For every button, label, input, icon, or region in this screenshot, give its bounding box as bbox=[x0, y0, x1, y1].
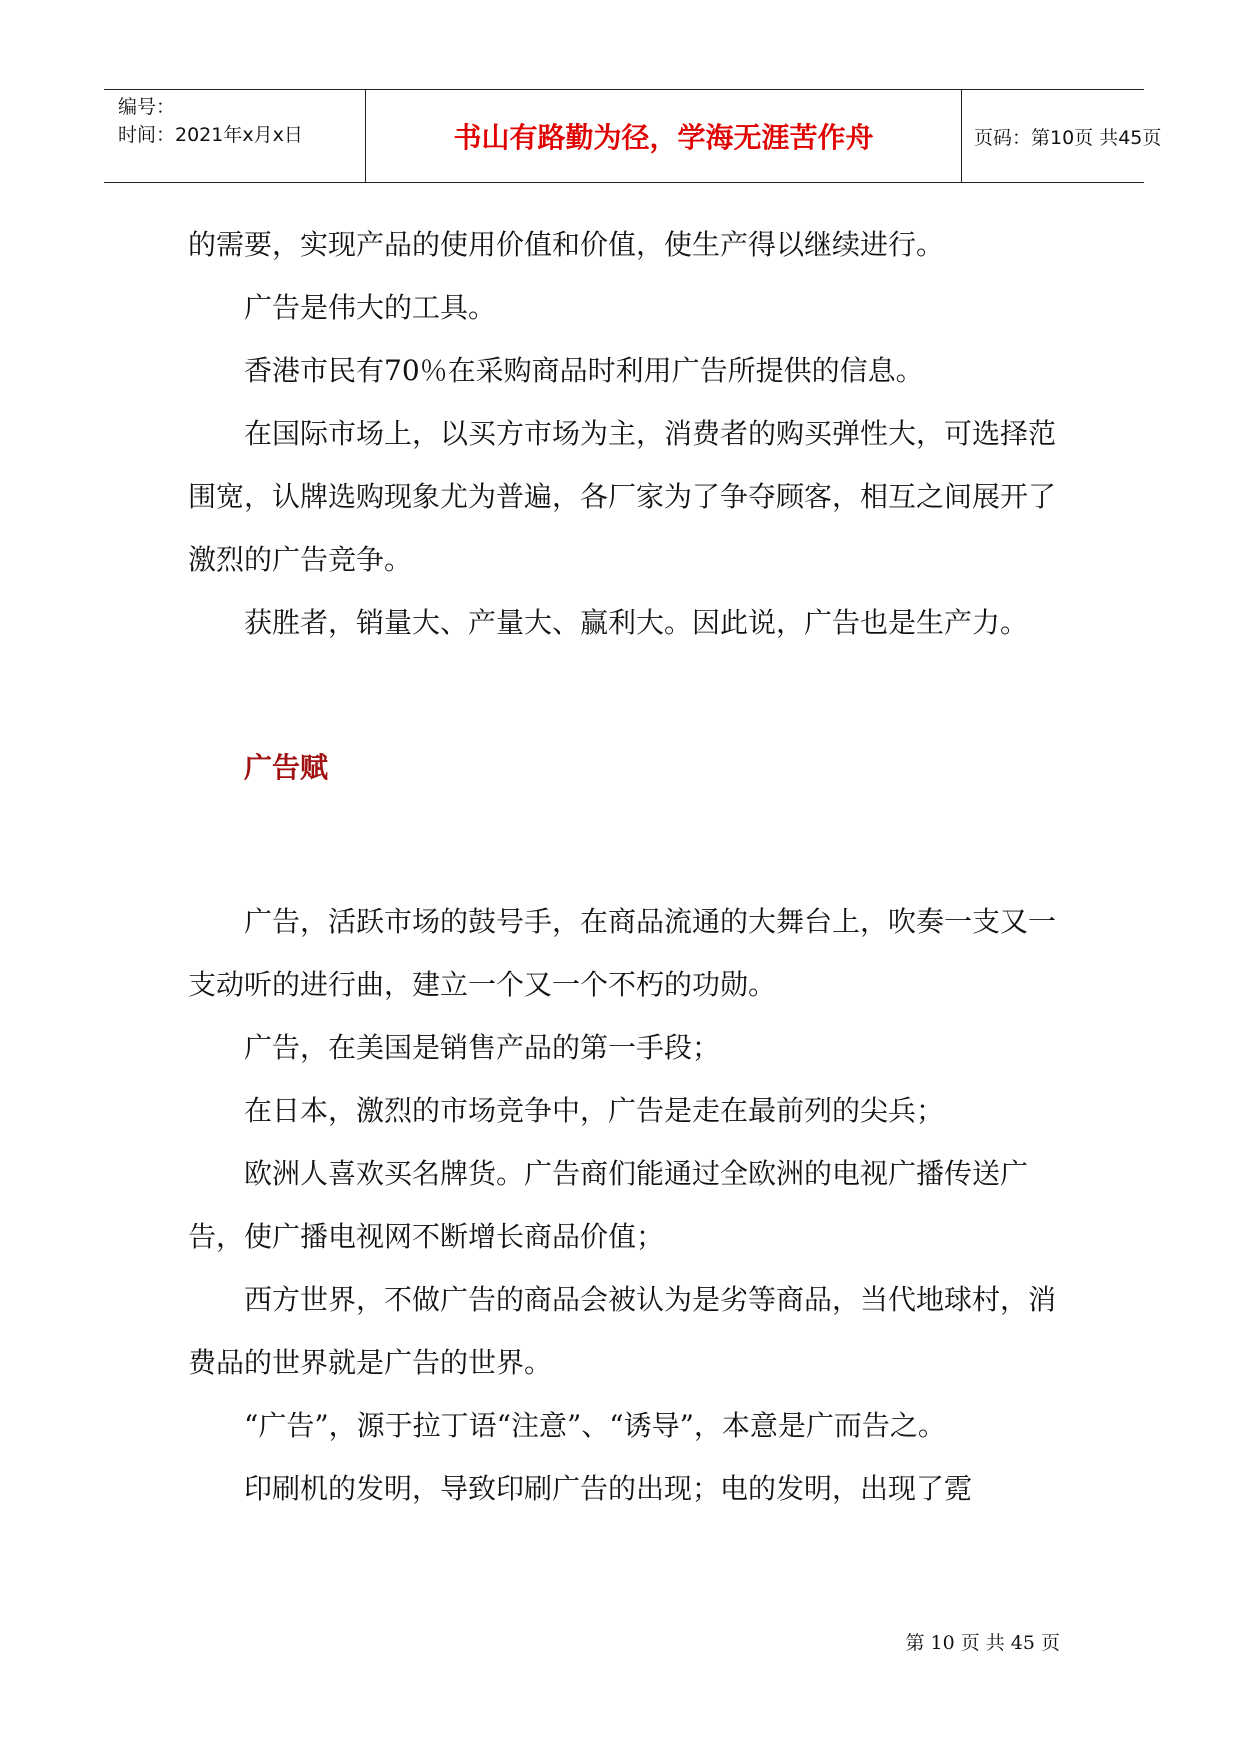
paragraph: 在国际市场上，以买方市场为主，消费者的购买弹性大，可选择范围宽，认牌选购现象尤为普遍，各厂家为了争夺顾客，相互之间展开了激烈的广告竞争。 bbox=[188, 417, 1057, 576]
paragraph: “广告”，源于拉丁语“注意”、“诱导”，本意是广而告之。 bbox=[244, 1409, 946, 1442]
document-body bbox=[188, 213, 1068, 1520]
section-spacer bbox=[188, 799, 1068, 890]
section-spacer bbox=[188, 654, 1068, 736]
document-time-label: 时间：2021年x月x日 bbox=[118, 124, 303, 146]
paragraph: 广告是伟大的工具。 bbox=[244, 291, 497, 324]
document-number-label: 编号： bbox=[118, 96, 176, 118]
paragraph: 的需要，实现产品的使用价值和价值，使生产得以继续进行。 bbox=[188, 228, 945, 261]
header-meta bbox=[104, 90, 366, 182]
section-title: 广告赋 bbox=[244, 751, 329, 784]
header-page-info: 页码：第10页 共45页 bbox=[974, 126, 1162, 149]
paragraph: 香港市民有70％在采购商品时利用广告所提供的信息。 bbox=[244, 354, 924, 387]
paragraph: 获胜者，销量大、产量大、赢利大。因此说，广告也是生产力。 bbox=[244, 606, 1029, 639]
header-motto: 书山有路勤为径，学海无涯苦作舟 bbox=[366, 90, 962, 182]
paragraph: 广告，在美国是销售产品的第一手段； bbox=[244, 1031, 721, 1064]
page-footer: 第 10 页 共 45 页 bbox=[905, 1632, 1060, 1654]
paragraph: 在日本，激烈的市场竞争中，广告是走在最前列的尖兵； bbox=[244, 1094, 945, 1127]
paragraph: 印刷机的发明，导致印刷广告的出现；电的发明，出现了霓 bbox=[244, 1472, 973, 1505]
paragraph: 欧洲人喜欢买名牌货。广告商们能通过全欧洲的电视广播传送广告，使广播电视网不断增长商品价值； bbox=[188, 1157, 1029, 1253]
page-header bbox=[104, 89, 1162, 183]
paragraph: 西方世界，不做广告的商品会被认为是劣等商品，当代地球村，消费品的世界就是广告的世界。 bbox=[188, 1283, 1057, 1379]
paragraph: 广告，活跃市场的鼓号手，在商品流通的大舞台上，吹奏一支又一支动听的进行曲，建立一个又一个不朽的功勋。 bbox=[188, 905, 1057, 1001]
